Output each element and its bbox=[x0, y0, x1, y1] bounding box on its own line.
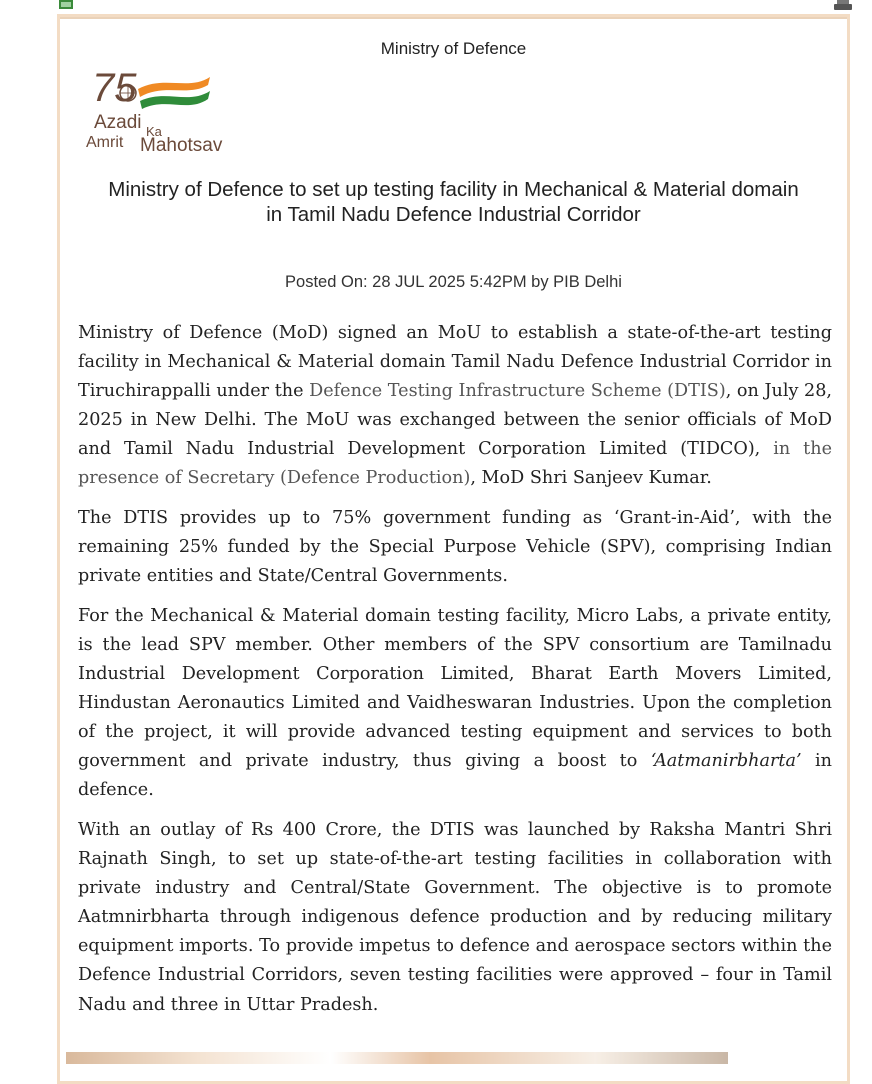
ministry-heading: Ministry of Defence bbox=[380, 39, 527, 58]
top-divider bbox=[60, 17, 847, 19]
print-icon[interactable] bbox=[834, 0, 852, 10]
azadi-ka-amrit-mahotsav-logo bbox=[84, 63, 244, 159]
svg-text:Azadi: Azadi bbox=[94, 112, 142, 133]
paragraph-4: With an outlay of Rs 400 Crore, the DTIS was launched by Raksha Mantri Shri Rajnath Singh, to set up state-of-the-art testing facilities in collaboration with private industry and Central/State Government. The objective is to promote Aatmnirbharta through indigenous defence production and by reducing military equipment imports. To provide impetus to defence and aerospace sectors within the Defence Industrial Corridors, seven testing facilities were approved – four in Tamil Nadu and three in Uttar Pradesh. bbox=[78, 820, 832, 1015]
page-title: Ministry of Defence to set up testing facility in Mechanical & Material domain in Tamil Nadu Defence Industrial Corridor bbox=[108, 178, 799, 226]
article-image-preview bbox=[66, 1052, 728, 1064]
green-flag-stroke bbox=[140, 91, 210, 109]
saffron-flag-stroke bbox=[138, 77, 210, 97]
svg-text:Ka: Ka bbox=[146, 124, 162, 139]
article-body bbox=[78, 319, 832, 1030]
paragraph-2: The DTIS provides up to 75% government funding as ‘Grant-in-Aid’, with the remaining 25% funded by the Special Purpose Vehicle (SPV), comprising Indian private entities and State/Central Governments. bbox=[78, 508, 832, 587]
posted-date: Posted On: 28 JUL 2025 5:42PM by PIB Delhi bbox=[285, 273, 622, 291]
dtis-link[interactable]: Defence Testing Infrastructure Scheme (DTIS) bbox=[309, 381, 726, 402]
svg-text:Mahotsav: Mahotsav bbox=[140, 135, 223, 156]
paragraph-1: Ministry of Defence (MoD) signed an MoU to establish a state-of-the-art testing facility in Mechanical & Material domain Tamil Nadu Defence Industrial Corridor in Tiruchirappalli under the Defence Testing Infrastructure Scheme (DTIS), on July 28, 2025 in New Delhi. The MoU was exchanged between the senior officials of MoD and Tamil Nadu Industrial Development Corporation Limited (TIDCO), in the presence of Secretary (Defence Production), MoD Shri Sanjeev Kumar. bbox=[78, 323, 832, 489]
paragraph-3: For the Mechanical & Material domain testing facility, Micro Labs, a private entity, is the lead SPV member. Other members of the SPV consortium are Tamilnadu Industrial Development Corporation Limited, Bharat Earth Movers Limited, Hindustan Aeronautics Limited and Vaidheswaran Industries. Upon the completion of the project, it will provide advanced testing equipment and services to both government and private industry, thus giving a boost to ‘Aatmanirbharta’ in defence. bbox=[78, 605, 832, 801]
svg-text:Amrit: Amrit bbox=[86, 134, 124, 151]
press-release-container bbox=[57, 14, 850, 1084]
image-icon bbox=[58, 0, 74, 10]
logo-number: 75 bbox=[92, 66, 137, 110]
